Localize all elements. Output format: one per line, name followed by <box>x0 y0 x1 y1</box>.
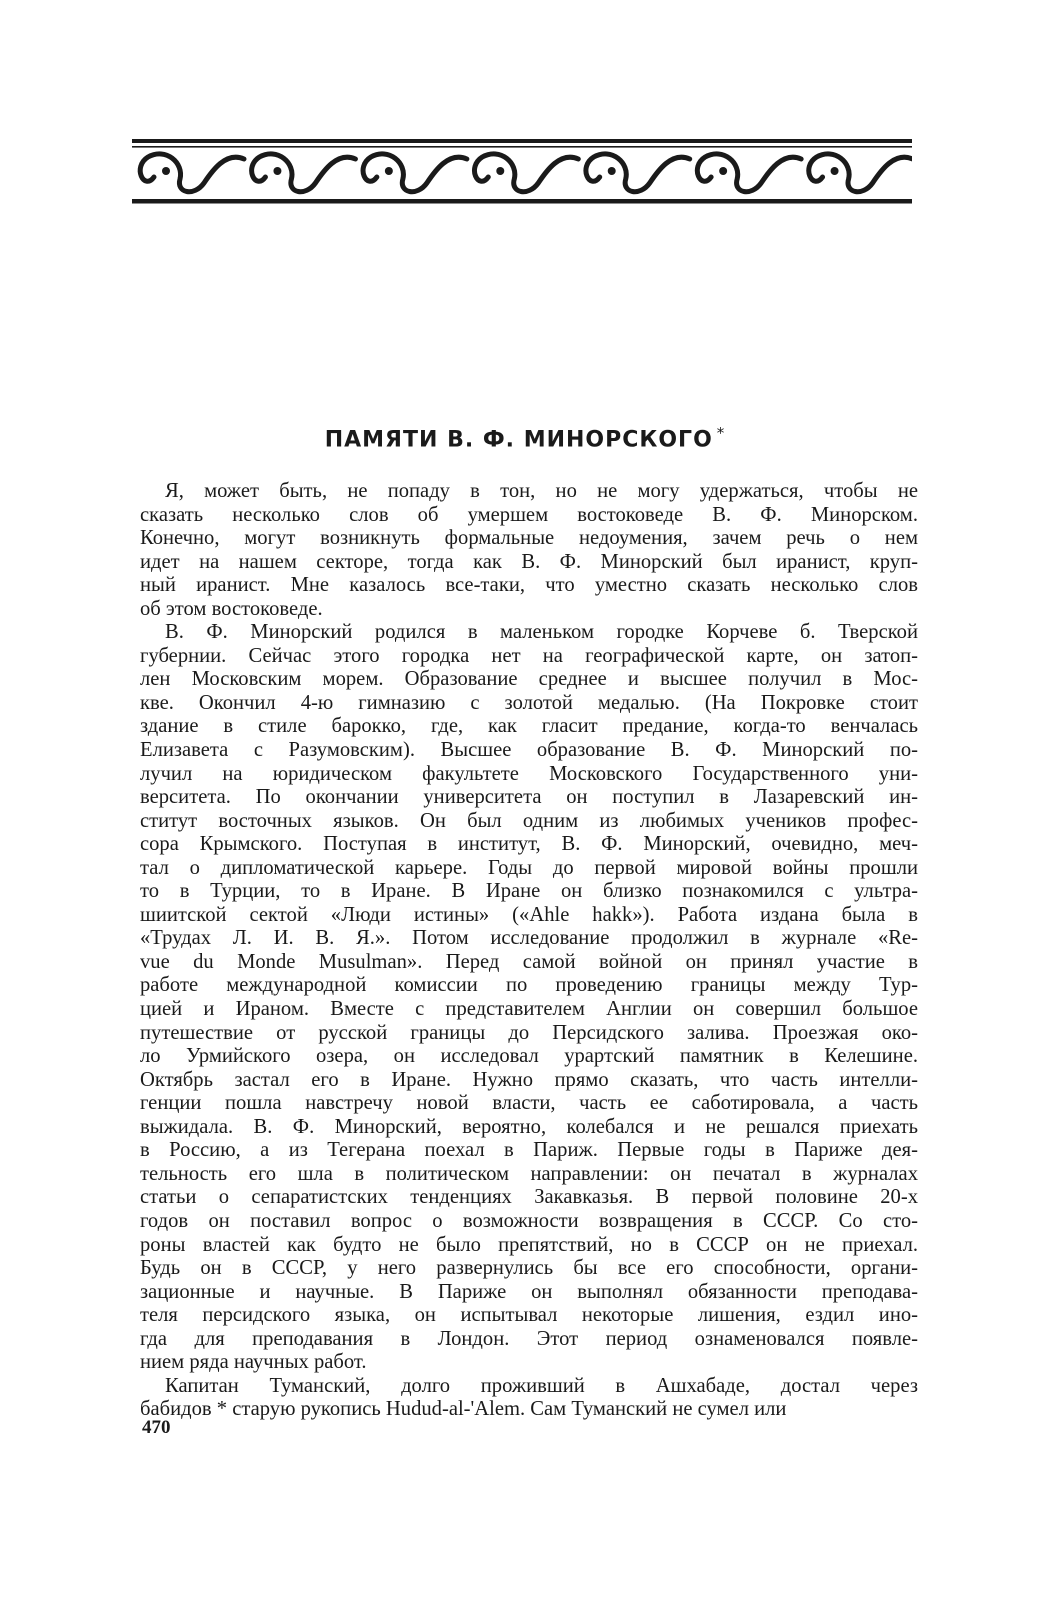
text-line: годов он поставил вопрос о возможности возвращения в СССР. Со сто- <box>140 1209 918 1232</box>
wave-scroll-ornament <box>140 154 244 192</box>
scroll-dot-ornament <box>831 167 839 175</box>
text-line: ный иранист. Мне казалось все-таки, что уместно сказать несколько слов <box>140 574 918 597</box>
scroll-dot-ornament <box>273 167 281 175</box>
paragraph <box>140 1375 918 1422</box>
text-line: сора Крымского. Поступая в институт, В. Ф. Минорский, очевидно, меч- <box>140 833 918 856</box>
text-line: зационные и научные. В Париже он выполнял обязанности преподава- <box>140 1280 918 1303</box>
text-line: Капитан Туманский, долго проживший в Ашхабаде, достал через <box>165 1374 918 1397</box>
scroll-dot-ornament <box>608 167 616 175</box>
wave-scroll-ornament <box>809 154 912 192</box>
text-line: лен Московским морем. Образование среднее и высшее получил в Мос- <box>140 668 918 691</box>
wave-scroll-ornament <box>697 154 801 192</box>
scroll-dot-ornament <box>719 167 727 175</box>
text-line: Октябрь застал его в Иране. Нужно прямо сказать, что часть интелли- <box>140 1068 918 1091</box>
paragraph <box>140 480 918 621</box>
page-number: 470 <box>142 1417 171 1438</box>
scroll-dot-ornament <box>162 167 170 175</box>
title-text: ПАМЯТИ В. Ф. МИНОРСКОГО <box>324 427 713 453</box>
text-line: об этом востоковеде. <box>140 597 323 620</box>
decorative-border-ornament <box>132 139 912 211</box>
text-line: лучил на юридическом факультете Московского Государственного уни- <box>140 762 918 785</box>
text-line: шиитской сектой «Люди истины» («Ahle hakk»). Работа издана была в <box>140 903 918 926</box>
text-line: теля персидского языка, он испытывал некоторые лишения, ездил ино- <box>140 1304 918 1327</box>
wave-scroll-ornament <box>586 154 690 192</box>
text-line: идет на нашем секторе, тогда как В. Ф. Минорский был иранист, круп- <box>140 550 918 573</box>
text-line: генции пошла навстречу новой власти, часть ее саботировала, а часть <box>140 1092 918 1115</box>
text-line: статьи о сепаратистских тенденциях Закавказья. В первой половине 20-х <box>140 1186 918 1209</box>
text-line: гда для преподавания в Лондон. Этот период ознаменовался появле- <box>140 1327 918 1350</box>
scroll-dot-ornament <box>496 167 504 175</box>
title-footnote-mark: * <box>716 424 726 442</box>
text-line: ститут восточных языков. Он был одним из любимых учеников профес- <box>140 809 918 832</box>
text-line: кве. Окончил 4-ю гимназию с золотой медалью. (На Покровке стоит <box>140 691 918 714</box>
page-title <box>0 424 1050 452</box>
text-line: тельность его шла в политическом направлении: он печатал в журналах <box>140 1162 918 1185</box>
text-line: бабидов * старую рукопись Hudud-al-'Alem. Сам Туманский не сумел или <box>140 1398 787 1421</box>
text-line: сказать несколько слов об умершем востоковеде В. Ф. Минорском. <box>140 503 918 526</box>
text-line: здание в стиле барокко, где, как гласит предание, когда-то венчалась <box>140 715 918 738</box>
text-line: «Трудах Л. И. В. Я.». Потом исследование продолжил в журнале «Re- <box>140 927 918 950</box>
text-line: в Россию, а из Тегерана поехал в Париж. Первые годы в Париже дея- <box>140 1139 918 1162</box>
text-line: Я, может быть, не попаду в тон, но не могу удержаться, чтобы не <box>165 480 918 502</box>
paragraph <box>140 621 918 1375</box>
text-line: ло Урмийского озера, он исследовал урартский памятник в Келешине. <box>140 1045 918 1068</box>
wave-scroll-ornament <box>252 154 356 192</box>
text-line: то в Турции, то в Иране. В Иране он близко познакомился с ультра- <box>140 880 918 903</box>
wave-scroll-ornament <box>474 154 578 192</box>
text-line: работе международной комиссии по проведению границы между Тур- <box>140 974 918 997</box>
text-line: В. Ф. Минорский родился в маленьком городке Корчеве б. Тверской <box>165 621 918 644</box>
text-line: Конечно, могут возникнуть формальные недоумения, зачем речь о нем <box>140 527 918 550</box>
text-line: верситета. По окончании университета он поступил в Лазаревский ин- <box>140 786 918 809</box>
wave-scroll-ornament <box>363 154 467 192</box>
text-line: Будь он в СССР, у него развернулись бы все его способности, органи- <box>140 1257 918 1280</box>
text-line: губернии. Сейчас этого городка нет на географической карте, он затоп- <box>140 644 918 667</box>
text-line: тал о дипломатической карьере. Годы до первой мировой войны прошли <box>140 856 918 879</box>
text-line: роны властей как будто не было препятствий, но в СССР он не приехал. <box>140 1233 918 1256</box>
text-line: нием ряда научных работ. <box>140 1351 367 1374</box>
scroll-dot-ornament <box>385 167 393 175</box>
article-body <box>140 480 918 1422</box>
text-line: путешествие от русской границы до Персидского залива. Проезжая око- <box>140 1021 918 1044</box>
text-line: цией и Ираном. Вместе с представителем Англии он совершил большое <box>140 998 918 1021</box>
text-line: выжидала. В. Ф. Минорский, вероятно, колебался и не решался приехать <box>140 1115 918 1138</box>
text-line: vue du Monde Musulman». Перед самой войной он принял участие в <box>140 950 918 973</box>
text-line: Елизавета с Разумовским). Высшее образование В. Ф. Минорский по- <box>140 739 918 762</box>
